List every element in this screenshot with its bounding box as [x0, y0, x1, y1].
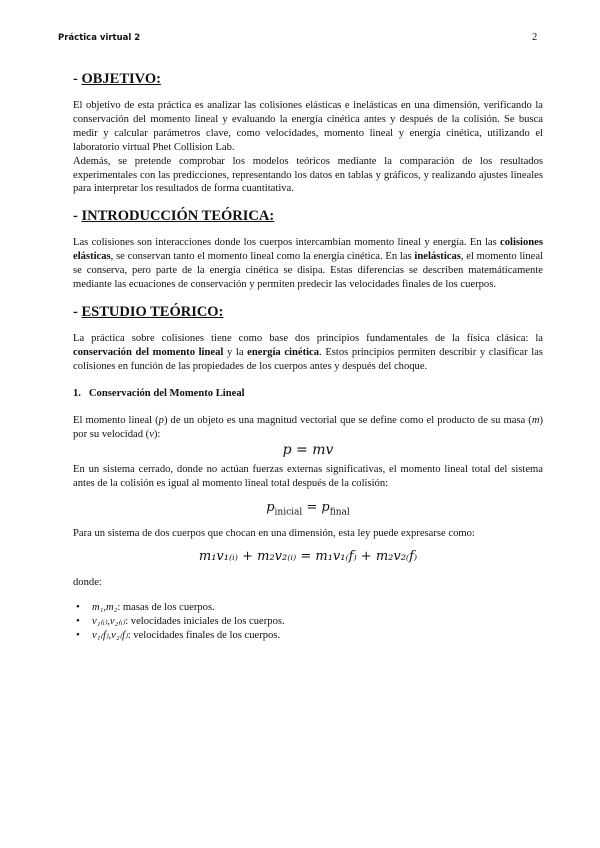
- list-item: • m₁,m₂: masas de los cuerpos.: [73, 601, 543, 615]
- section1-heading: 1. Conservación del Momento Lineal: [73, 387, 245, 399]
- variables-list: [73, 601, 543, 643]
- section1-paragraph-2: En un sistema cerrado, donde no actúan fuerzas externas significativas, el momento lineal total del sistema antes de la colisión es igual al momento lineal total después de la colisión:: [73, 464, 543, 490]
- section1-paragraph-3: Para un sistema de dos cuerpos que chocan en una dimensión, esta ley puede expresarse como:: [73, 528, 475, 540]
- donde-label: donde:: [73, 576, 102, 588]
- equation-conservation: $p_{inicial} = p_{final}$: [266, 500, 350, 518]
- equation-momentum: p = mv: [282, 441, 334, 458]
- header-title: Práctica virtual 2: [58, 33, 141, 43]
- intro-paragraph: Las colisiones son interacciones donde los cuerpos intercambian momento lineal y energía. En las colisiones elásticas, se conservan tanto el momento lineal como la energía cinética. En las inelásticas, el momento lineal se conserva, pero parte de la energía cinética se disipa. Estas diferencias se describen matemáticamente mediante las ecuaciones de conservación y permiten predecir las velocidades finales de los cuerpos.: [73, 237, 543, 291]
- section1-paragraph-1: El momento lineal (p) de un objeto es una magnitud vectorial que se define como el producto de su masa (m) por su velocidad (v):: [73, 414, 543, 440]
- page-number: 2: [532, 32, 538, 43]
- list-item: • v₁₍ᵢ₎,v₂₍ᵢ₎: velocidades iniciales de los cuerpos.: [73, 615, 543, 629]
- list-item: • v₁₍f₎,v₂₍f₎: velocidades finales de los cuerpos.: [73, 629, 543, 643]
- equation-two-bodies: m₁v₁₍ᵢ₎ + m₂v₂₍ᵢ₎ = m₁v₁₍f₎ + m₂v₂₍f₎: [198, 549, 418, 565]
- objetivo-paragraph-2: Además, se pretende comprobar los modelos teóricos mediante la comparación de los resultados experimentales con las predicciones, representando los datos en tablas y gráficos, y realizando ajustes lineales para interpretar los resultados de forma cuantitativa.: [73, 155, 543, 195]
- estudio-heading: - ESTUDIO TEÓRICO:: [73, 303, 224, 320]
- objetivo-heading: - OBJETIVO:: [73, 71, 161, 87]
- document-body: [73, 70, 543, 643]
- objetivo-paragraph-1: El objetivo de esta práctica es analizar las colisiones elásticas e inelásticas en una dimensión, verificando la conservación del momento lineal y evaluando la energía cinética antes y después de la colisión. Se busca medir y calcular parámetros clave, como velocidades, momento lineal y energía cinética, utilizando el laboratorio virtual Phet Collision Lab.: [73, 100, 543, 153]
- intro-heading: - INTRODUCCIÓN TEÓRICA:: [73, 208, 275, 225]
- estudio-paragraph: La práctica sobre colisiones tiene como base dos principios fundamentales de la física clásica: la conservación del momento lineal y la energía cinética. Estos principios permiten describir y clasificar las colisiones en función de las propiedades de los cuerpos antes y después del choque.: [73, 332, 543, 372]
